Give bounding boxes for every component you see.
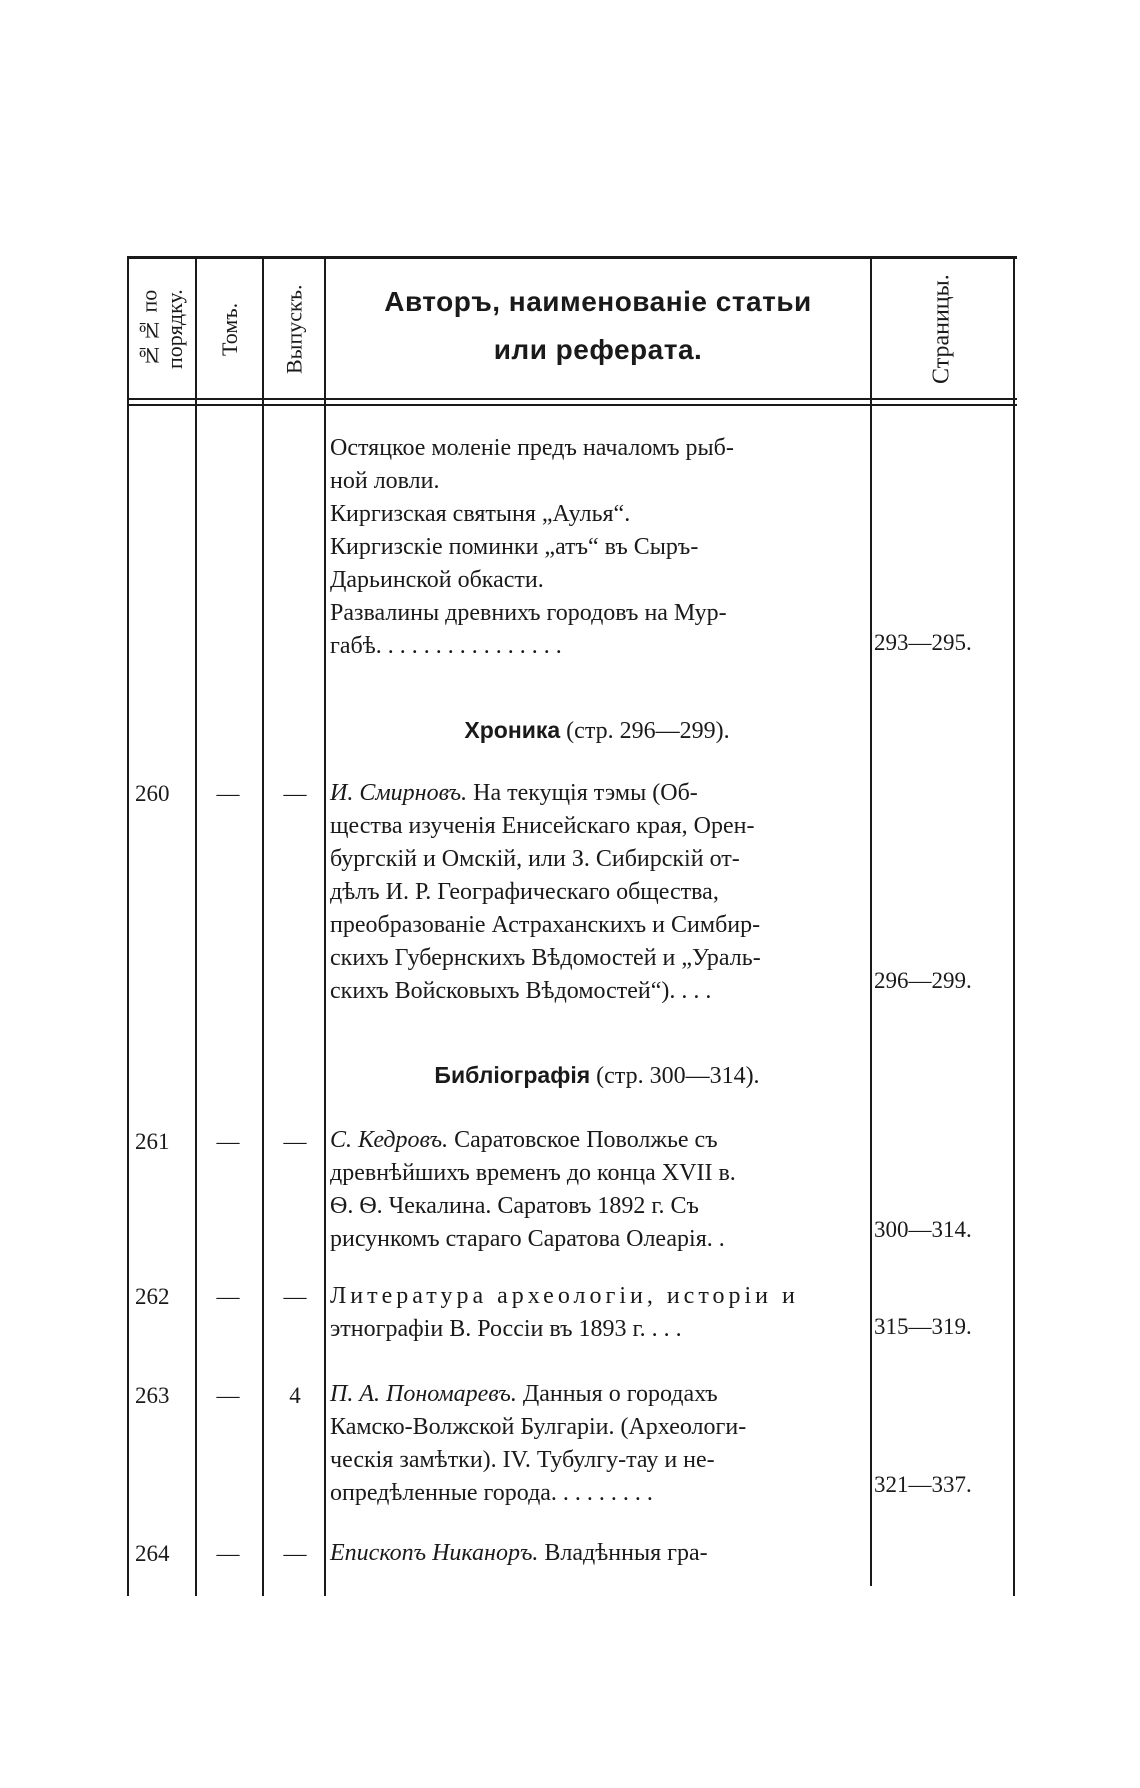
entry-author: Епископъ Никаноръ. (330, 1540, 539, 1566)
entry-title: Владѣнныя гра- (544, 1540, 708, 1566)
entry-number: 261 (135, 1129, 170, 1154)
table-row (330, 1537, 864, 1570)
entry-number: 262 (135, 1284, 170, 1309)
entry-line (330, 1124, 864, 1157)
entry-pages: 293—295. (874, 630, 972, 655)
entry-line: Развалины древнихъ городовъ на Мур- (330, 600, 727, 626)
entry-pages: 300—314. (874, 1217, 972, 1242)
entry-author: С. Кедровъ. (330, 1127, 449, 1153)
entry-issue: 4 (289, 1383, 301, 1408)
entry-volume: — (216, 1284, 240, 1309)
section-title: Хроника (464, 717, 561, 743)
header-author-column (326, 278, 870, 374)
table-row (330, 777, 864, 1008)
entry-line: Ѳ. Ѳ. Чекалина. Саратовъ 1892 г. Съ (330, 1193, 699, 1219)
column-rule (1013, 256, 1015, 1596)
entry-line (330, 1537, 864, 1570)
column-rule (127, 256, 129, 1596)
entry-author: П. А. Пономаревъ. (330, 1381, 517, 1407)
entry-issue: — (283, 781, 307, 806)
entry-line: ной ловли. (330, 468, 440, 494)
entry-title: На текущія тэмы (Об- (473, 780, 698, 806)
entry-line: Киргизскіе поминки „атъ“ въ Сыръ- (330, 534, 699, 560)
entry-title: Данныя о городахъ (522, 1381, 718, 1407)
entry-line: Дарьинской обкасти. (330, 567, 544, 593)
section-heading (330, 717, 864, 745)
header-volume-column: Томъ. (216, 302, 242, 356)
entry-issue: — (283, 1284, 307, 1309)
entry-pages: 296—299. (874, 968, 972, 993)
table-row (330, 1378, 864, 1510)
entry-line: Литература археологіи, исторіи и (330, 1283, 799, 1309)
section-heading (330, 1062, 864, 1090)
entry-number: 264 (135, 1541, 170, 1566)
header-number-column: №№ по порядку. (136, 289, 187, 369)
table-top-rule (127, 256, 1017, 259)
entry-line: Киргизская святыня „Аулья“. (330, 501, 631, 527)
entry-line: преобразованіе Астраханскихъ и Симбир- (330, 912, 761, 938)
header-author-line: Авторъ, наименованіе статьи (384, 286, 812, 317)
entry-line: щества изученія Енисейскаго края, Орен- (330, 813, 755, 839)
entry-line: древнѣйшихъ временъ до конца XVII в. (330, 1160, 736, 1186)
entry-volume: — (216, 1129, 240, 1154)
column-rule (870, 256, 872, 1586)
entry-line: бургскій и Омскій, или З. Сибирскій от- (330, 846, 740, 872)
entry-line: Остяцкое моленіе предъ началомъ рыб- (330, 435, 734, 461)
entry-line: этнографіи В. Россіи въ 1893 г. . . . (330, 1316, 682, 1342)
entry-line: ческія замѣтки). IV. Тубулгу-тау и не- (330, 1447, 715, 1473)
entry-line (330, 1378, 864, 1411)
entry-volume: — (216, 781, 240, 806)
entry-line: опредѣленные города. . . . . . . . . (330, 1480, 653, 1506)
column-rule (262, 256, 264, 1596)
column-rule (324, 256, 326, 1596)
entry-number: 260 (135, 781, 170, 806)
entry-line: скихъ Войсковыхъ Вѣдомостей“). . . . (330, 978, 712, 1004)
header-issue-column: Выпускъ. (281, 284, 307, 374)
header-rule (127, 398, 1017, 400)
entry-line: Камско-Волжской Булгаріи. (Археологи- (330, 1414, 747, 1440)
table-row (330, 432, 864, 663)
entry-issue: — (283, 1129, 307, 1154)
entry-line (330, 777, 864, 810)
header-pages-column: Страницы. (928, 274, 955, 384)
header-author-line: или реферата. (493, 334, 703, 365)
entry-line: габѣ. . . . . . . . . . . . . . . . (330, 633, 562, 659)
entry-issue: — (283, 1541, 307, 1566)
entry-line: дѣлъ И. Р. Географическаго общества, (330, 879, 719, 905)
entry-number: 263 (135, 1383, 170, 1408)
entry-author: И. Смирновъ. (330, 780, 468, 806)
section-range: (стр. 296—299). (566, 718, 730, 744)
section-range: (стр. 300—314). (596, 1063, 760, 1089)
column-rule (195, 256, 197, 1596)
entry-line: скихъ Губернскихъ Вѣдомостей и „Ураль- (330, 945, 761, 971)
table-row (330, 1124, 864, 1256)
entry-volume: — (216, 1383, 240, 1408)
entry-line: рисункомъ стараго Саратова Олеарія. . (330, 1226, 725, 1252)
header-rule-double (127, 404, 1017, 406)
entry-title: Саратовское Поволжье съ (454, 1127, 718, 1153)
section-title: Библіографія (434, 1062, 591, 1088)
entry-pages: 315—319. (874, 1314, 972, 1339)
entry-pages: 321—337. (874, 1472, 972, 1497)
entry-volume: — (216, 1541, 240, 1566)
table-row (330, 1280, 864, 1346)
